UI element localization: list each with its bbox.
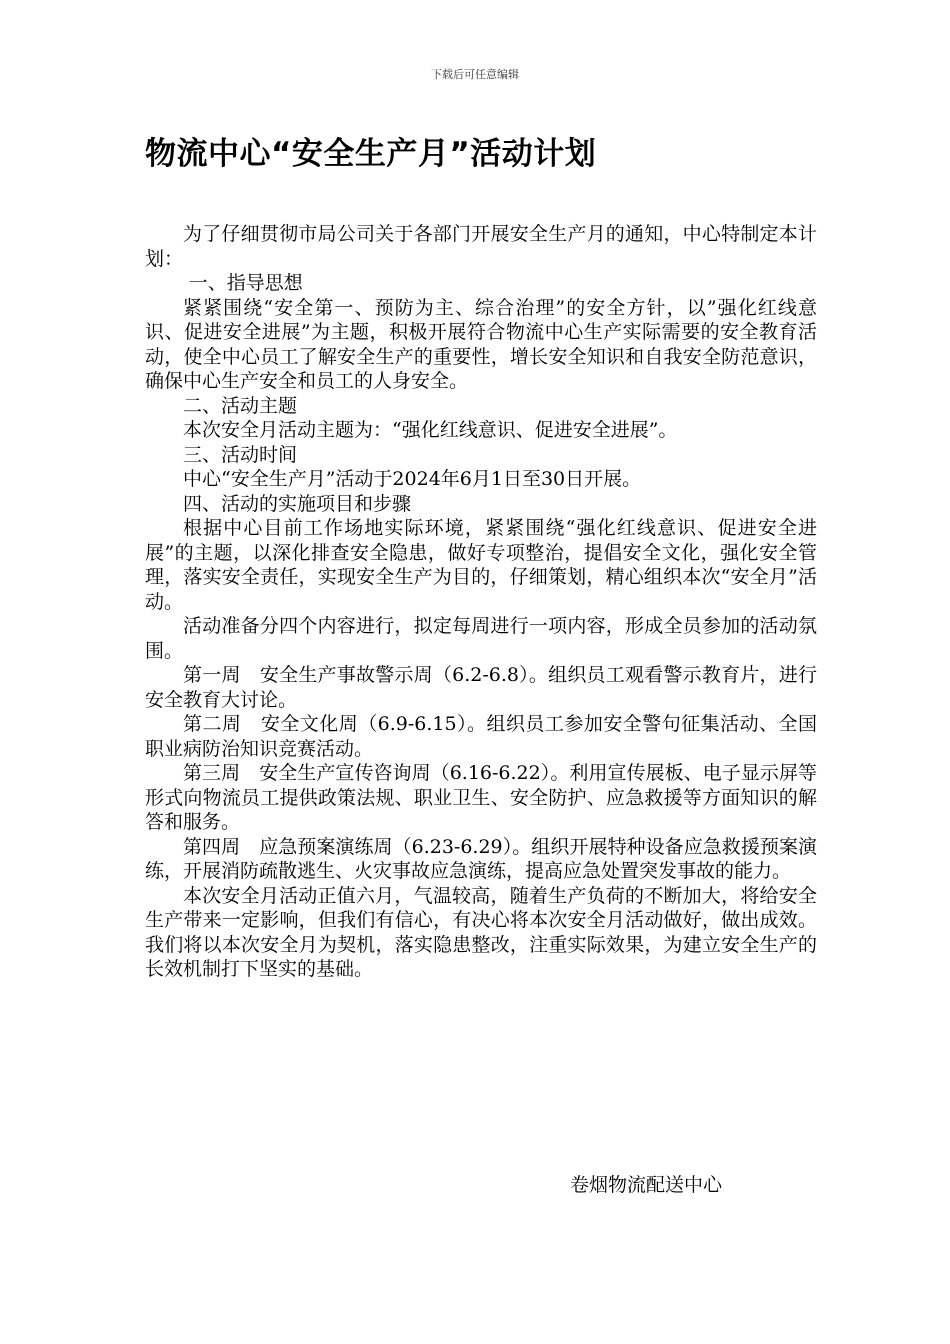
section-heading-guiding-idea: 一、指导思想	[188, 272, 303, 294]
intro-paragraph: 为了仔细贯彻市局公司关于各部门开展安全生产月的通知，中心特制定本计划：	[145, 223, 817, 270]
week-2-paragraph: 第二周 安全文化周（6.9-6.15）。组织员工参加安全警句征集活动、全国职业病防治知识竞赛活动。	[145, 713, 817, 760]
theme-paragraph: 本次安全月活动主题为：“强化红线意识、促进安全进展”。	[183, 419, 678, 441]
week-1-paragraph: 第一周 安全生产事故警示周（6.2-6.8）。组织员工观看警示教育片，进行安全教育大讨论。	[145, 664, 817, 711]
week-4-paragraph: 第四周 应急预案演练周（6.23-6.29）。组织开展特种设备应急救援预案演练，开展消防疏散逃生、火灾事故应急演练，提高应急处置突发事故的能力。	[145, 835, 817, 882]
document-title: 物流中心“安全生产月”活动计划	[145, 136, 597, 172]
signature: 卷烟物流配送中心	[570, 1174, 723, 1196]
closing-paragraph: 本次安全月活动正值六月，气温较高，随着生产负荷的不断加大，将给安全生产带来一定影响，但我们有信心，有决心将本次安全月活动做好，做出成效。我们将以本次安全月为契机，落实隐患整改，注重实际效果，为建立安全生产的长效机制打下坚实的基础。	[145, 884, 817, 980]
document-body	[145, 222, 817, 982]
steps-paragraph: 根据中心目前工作场地实际环境，紧紧围绕“强化红线意识、促进安全进展”的主题，以深化排查安全隐患，做好专项整治，提倡安全文化，强化安全管理，落实安全责任，实现安全生产为目的，仔细策划，精心组织本次“安全月”活动。	[145, 517, 817, 613]
time-paragraph: 中心“安全生产月”活动于2024年6月1日至30日开展。	[183, 468, 642, 490]
week-3-paragraph: 第三周 安全生产宣传咨询周（6.16-6.22）。利用宣传展板、电子显示屏等形式向物流员工提供政策法规、职业卫生、安全防护、应急救援等方面知识的解答和服务。	[145, 762, 817, 833]
preparation-paragraph: 活动准备分四个内容进行，拟定每周进行一项内容，形成全员参加的活动氛围。	[145, 615, 817, 662]
guiding-idea-paragraph: 紧紧围绕“安全第一、预防为主、综合治理”的安全方针，以”强化红线意识、促进安全进展”为主题，积极开展符合物流中心生产实际需要的安全教育活动，使全中心员工了解安全生产的重要性，增长安全知识和自我安全防范意识，确保中心生产安全和员工的人身安全。	[145, 296, 817, 392]
section-heading-steps: 四、活动的实施项目和步骤	[183, 492, 412, 515]
section-heading-time: 三、活动时间	[183, 443, 298, 466]
section-heading-theme: 二、活动主题	[183, 394, 298, 417]
header-note: 下载后可任意编辑	[431, 68, 519, 81]
